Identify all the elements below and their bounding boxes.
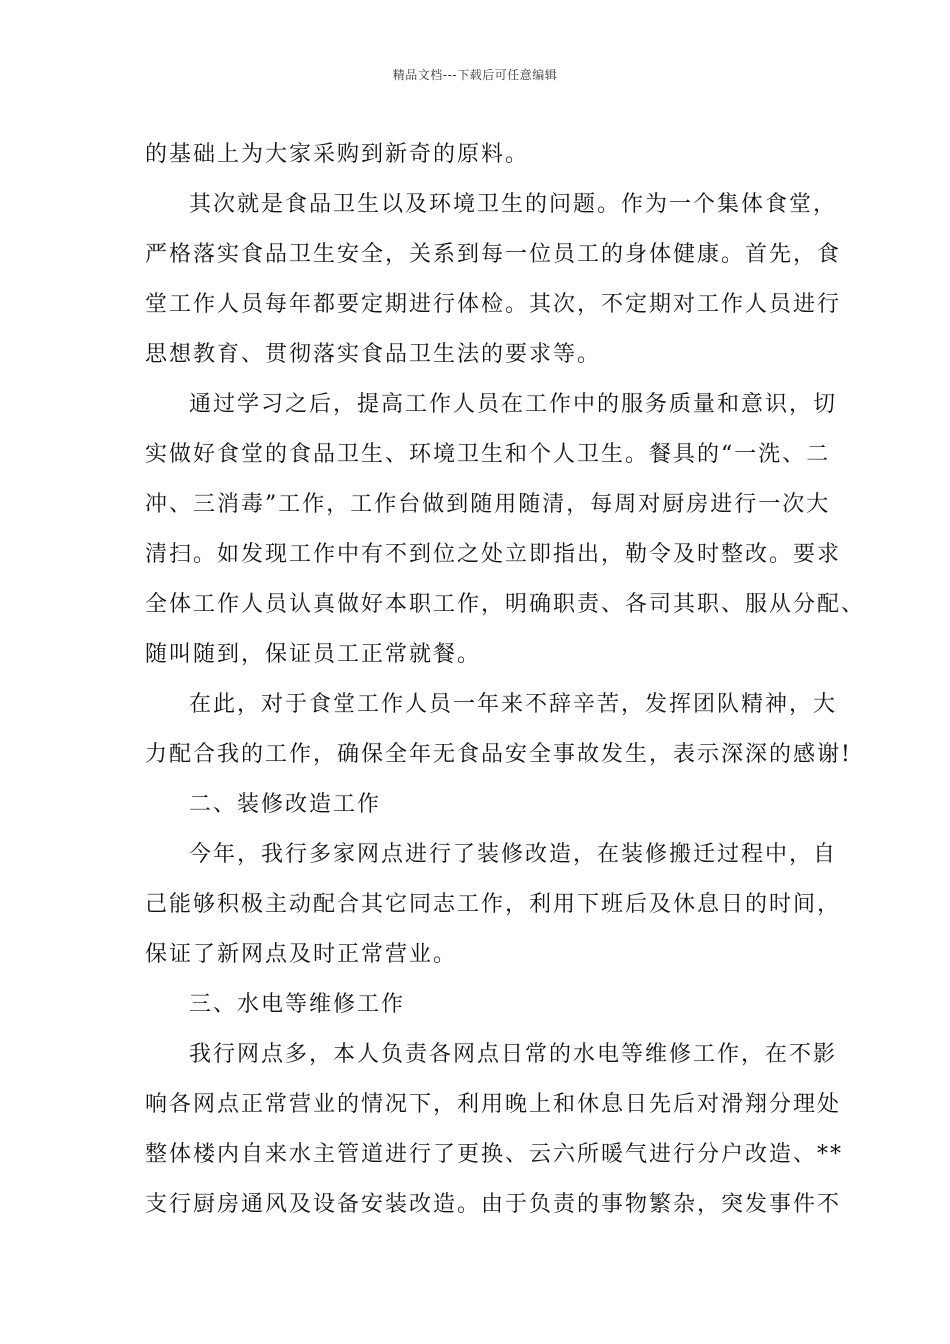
text-line: 响各网点正常营业的情况下，利用晚上和休息日先后对滑翔分理处	[145, 1092, 842, 1117]
section-heading: 三、水电等维修工作	[189, 992, 406, 1017]
paragraph-start-line: 今年，我行多家网点进行了装修改造，在装修搬迁过程中，自	[189, 842, 838, 867]
paragraph-start-line: 我行网点多，本人负责各网点日常的水电等维修工作，在不影	[189, 1042, 838, 1067]
document-body	[145, 130, 866, 1230]
text-line: 整体楼内自来水主管道进行了更换、云六所暖气进行分户改造、**	[145, 1142, 844, 1167]
text-line: 己能够积极主动配合其它同志工作，利用下班后及休息日的时间，	[145, 892, 842, 917]
text-line: 力配合我的工作，确保全年无食品安全事故发生，表示深深的感谢!	[145, 742, 852, 767]
section-heading: 二、装修改造工作	[189, 792, 382, 817]
text-line: 全体工作人员认真做好本职工作，明确职责、各司其职、服从分配、	[145, 592, 866, 617]
text-line: 随叫随到，保证员工正常就餐。	[145, 642, 482, 667]
paragraph-start-line: 通过学习之后，提高工作人员在工作中的服务质量和意识，切	[189, 392, 838, 417]
text-line: 实做好食堂的食品卫生、环境卫生和个人卫生。餐具的“一洗、二	[145, 442, 831, 467]
text-line: 的基础上为大家采购到新奇的原料。	[145, 142, 530, 167]
text-line: 冲、三消毒”工作，工作台做到随用随清，每周对厨房进行一次大	[145, 492, 831, 517]
text-line: 严格落实食品卫生安全，关系到每一位员工的身体健康。首先，食	[145, 242, 842, 267]
text-line: 思想教育、贯彻落实食品卫生法的要求等。	[145, 342, 602, 367]
text-line: 清扫。如发现工作中有不到位之处立即指出，勒令及时整改。要求	[145, 542, 842, 567]
paragraph-start-line: 其次就是食品卫生以及环境卫生的问题。作为一个集体食堂，	[189, 192, 838, 217]
paragraph-start-line: 在此，对于食堂工作人员一年来不辞辛苦，发挥团队精神，大	[189, 692, 838, 717]
text-line: 保证了新网点及时正常营业。	[145, 942, 458, 967]
text-line: 堂工作人员每年都要定期进行体检。其次，不定期对工作人员进行	[145, 292, 842, 317]
page-header: 精品文档---下载后可任意编辑	[392, 68, 558, 82]
text-line: 支行厨房通风及设备安装改造。由于负责的事物繁杂，突发事件不	[145, 1192, 842, 1217]
